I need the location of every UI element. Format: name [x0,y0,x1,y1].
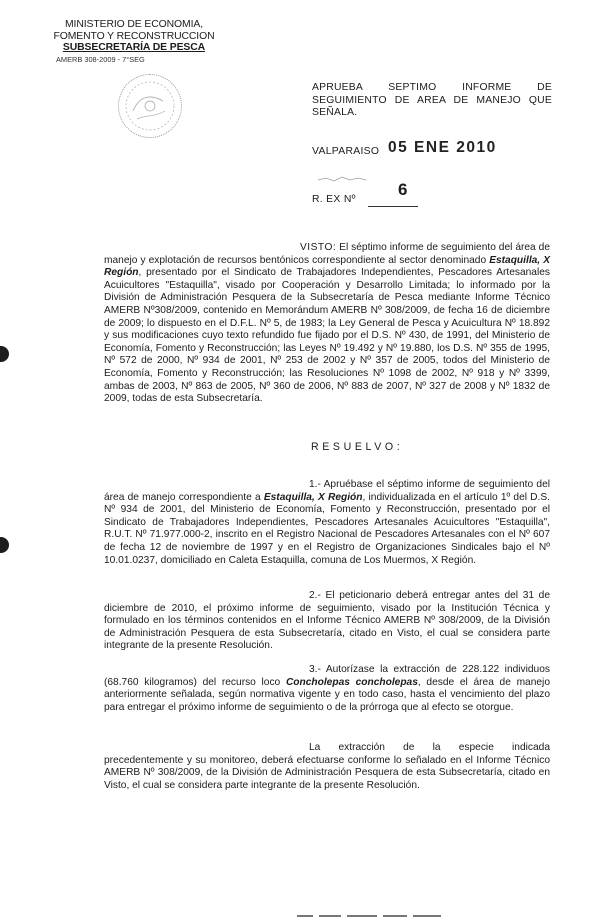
cut-off-footer [295,909,445,919]
footer-remnant [295,909,445,919]
point-1-location: Estaquilla, X Región [263,491,363,503]
resolution-label: R. EX Nº [312,194,356,205]
point-3-text-a: 3.- Autorízase la extracción de 228.122 individuos (68.760 kilogramos) del recurso loco [104,664,550,688]
subsecretaria-line: SUBSECRETARÍA DE PESCA [62,42,206,53]
resuelvo-heading: RESUELVO: [311,441,404,453]
point-4-text: La extracción de la especie indicada precedentemente y su monitoreo, deberá efectuarse conforme lo señalado en el Informe Técnico AMERB Nº 308/2009, de la División de Administración Pesquera de esta Subsecretaría, citado en Visto, el cual se considera parte integrante de la presente Resolución. [104,742,550,791]
point-2-text: 2.- El peticionario deberá entregar antes del 31 de diciembre de 2010, el próximo informe de seguimiento, visado por la Institución Técnica y formulado en los términos contenidos en el Informe Técnico AMERB Nº 308/2009, de la División de Administración Pesquera de esta Subsecretaría, citado en Visto, el cual se considera parte integrante de la presente Resolución. [104,590,550,652]
punch-hole-mark [0,537,9,553]
resolution-number: 6 [398,180,408,199]
visto-location: Estaquilla, X Región [104,254,550,279]
stamp-scribble [316,175,376,183]
resolution-number-line [368,206,418,207]
official-seal [118,74,182,138]
subject-block [312,82,552,120]
resolution-point-1 [104,479,550,567]
ministry-line-1: MINISTERIO DE ECONOMIA, [65,19,203,30]
place-label: VALPARAISO [312,146,380,157]
point-1-text-a: 1.- Apruébase el séptimo informe de seguimiento del área de manejo correspondiente a [104,479,550,503]
reference-line: AMERB 308-2009 - 7°SEG [56,54,145,64]
subject-line-1: APRUEBA SEPTIMO INFORME DE [312,82,552,93]
punch-hole-mark [0,346,9,362]
point-1-text-b: , individualizada en el artículo 1º del D.S. Nº 934 de 2001, del Ministerio de Economía, Fomento y Reconstrucción, presentado por el Sindicato de Trabajadores Independientes, Pescadores Artesanales Acuicultores "Estaquilla", R.U.T. Nº 71.977.000-2, inscrito en el Registro Nacional de Pescadores Artesanales con el Nº 607 de fecha 12 de noviembre de 1997 y en el Registro de Organizaciones Sindicales bajo el Nº 10.01.0237, domiciliado en Caleta Estaquilla, comuna de Los Muermos, X Región. [104,491,550,566]
visto-label: VISTO: [300,242,337,253]
stamp-mark [316,175,376,185]
subject-line-2: SEGUIMIENTO DE AREA DE MANEJO QUE [312,94,552,106]
point-3-text-b: , desde el área de manejo anteriormente señalada, según normativa vigente y en todo caso, hasta el vencimiento del plazo para entregar el próximo informe de seguimiento o de la prórroga que al efecto se otorgue. [104,676,550,713]
date-stamp: 05 ENE 2010 [388,139,497,156]
subject-line-3: SEÑALA. [312,107,358,118]
visto-paragraph [104,242,550,406]
visto-text-2: , presentado por el Sindicato de Trabajadores Independientes, Pescadores Artesanales Acuicultores "Estaquilla", visado por Cooperación y Desarrollo Limitada; lo informado por la División de Administración Pesquera de la Subsecretaría de Pesca mediante Informe Técnico AMERB Nº308/2009, contenido en Memorándum AMERB Nº 308/2009, de fecha 16 de diciembre de 2009; lo dispuesto en el D.F.L. Nº 5, de 1983; la Ley General de Pesca y Acuicultura Nº 18.892 y sus modificaciones cuyo texto refundido fue fijado por el D.S. Nº 430, de 1991, del Ministerio de Economía, Fomento y Reconstrucción; las Leyes Nº 19.492 y Nº 19.880, los D.S. Nº 355 de 1995, Nº 572 de 2000, Nº 934 de 2001, Nº 253 de 2002 y Nº 357 de 2005, todos del Ministerio de Economía, Fomento y Reconstrucción; las Resoluciones Nº 1098 de 2002, Nº 918 y Nº 3399, ambas de 2003, Nº 863 de 2005, Nº 360 de 2006, Nº 883 de 2007, Nº 327 de 2008 y Nº 1832 de 2009, todas de esta Subsecretaría. [104,267,550,405]
issuer-header [44,19,224,65]
point-3-species: Concholepas concholepas [285,676,418,688]
visto-text-1: El séptimo informe de seguimiento del área de manejo y explotación de recursos bentónicos correspondiente al sector denominado [104,242,550,266]
resolution-point-2 [104,590,550,653]
resolution-point-4 [104,742,550,792]
resolution-point-3 [104,664,550,714]
seal-mark [119,75,181,137]
ministry-line-2: FOMENTO Y RECONSTRUCCION [53,30,215,42]
